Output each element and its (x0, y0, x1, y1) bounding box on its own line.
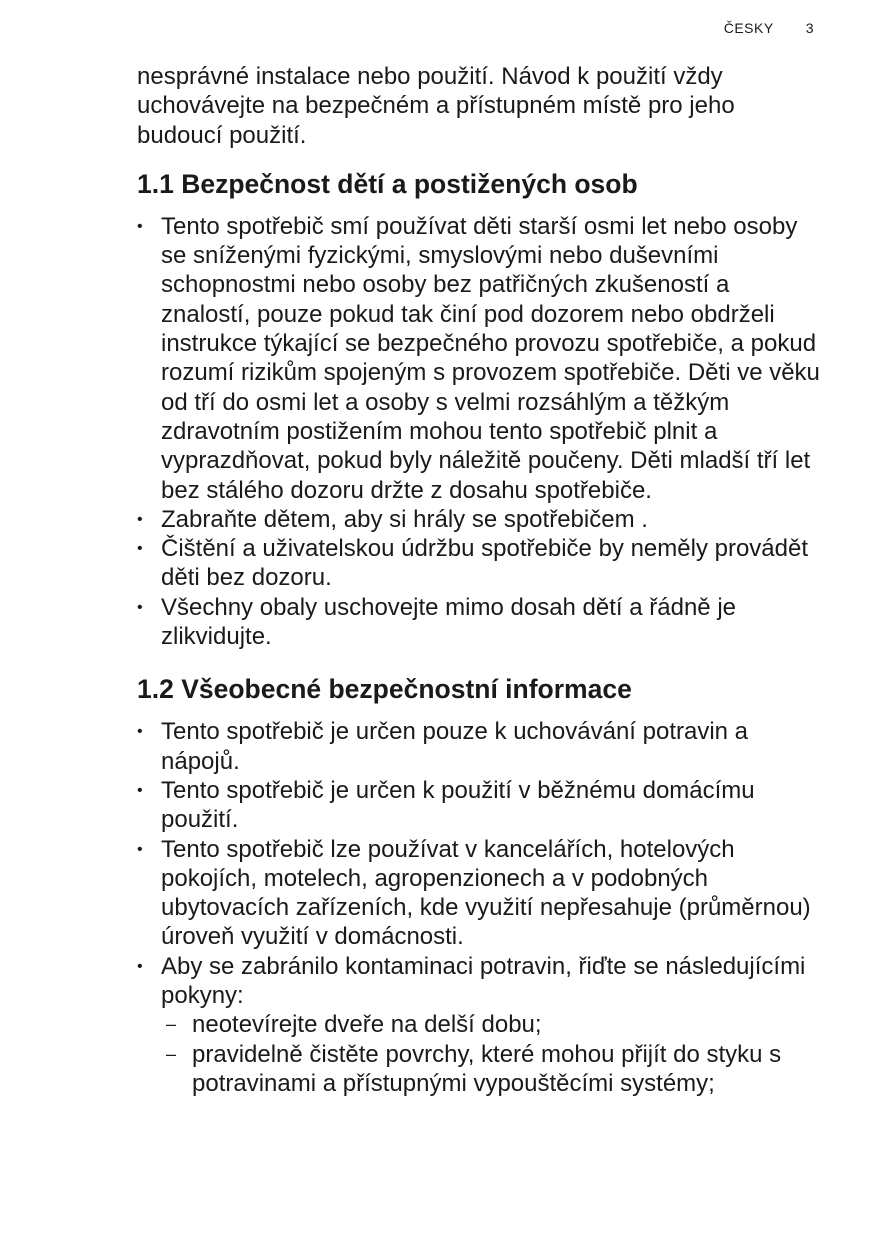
sub-list-item-text: pravidelně čistěte povrchy, které mohou přijít do styku s potravinami a přístupnými vypouštěcími systémy; (192, 1040, 782, 1097)
dash-icon: – (166, 1014, 177, 1035)
list-item-text: Tento spotřebič lze používat v kancelářích, hotelových pokojích, motelech, agropenzionech a v podobných ubytovacích zařízeních, kde využití nepřesahuje (průměrnou) úroveň využití v domácnosti. (161, 835, 811, 951)
intro-paragraph: nesprávné instalace nebo použití. Návod k použití vždy uchovávejte na bezpečném a přístupném místě pro jeho budoucí použití. (137, 63, 735, 149)
bullet-icon: • (137, 510, 143, 528)
section-1-list (137, 212, 821, 651)
section-2-list (137, 717, 821, 1098)
bullet-icon: • (137, 217, 143, 235)
list-item-text: Všechny obaly uschovejte mimo dosah dětí a řádně je zlikvidujte. (161, 593, 737, 651)
dash-icon: – (166, 1043, 177, 1064)
section-1-title: 1.1 Bezpečnost dětí a postižených osob (137, 168, 638, 199)
list-item (137, 776, 821, 835)
list-item (137, 952, 821, 1098)
bullet-icon: • (137, 957, 143, 975)
section-2-title: 1.2 Všeobecné bezpečnostní informace (137, 674, 632, 705)
sub-list-item-text: neotevírejte dveře na delší dobu; (192, 1011, 542, 1039)
list-item (137, 717, 821, 776)
bullet-icon: • (137, 840, 143, 858)
sub-list (161, 1010, 821, 1098)
sub-list-item (161, 1010, 821, 1039)
list-item-text: Čištění a uživatelskou údržbu spotřebiče by neměly provádět děti bez dozoru. (161, 535, 809, 592)
list-item (137, 835, 821, 952)
page-header (724, 20, 814, 36)
language-label: ČESKY (723, 20, 774, 36)
list-item (137, 505, 821, 534)
sub-list-item (161, 1040, 821, 1099)
document-body (137, 62, 821, 1120)
list-item (137, 593, 821, 652)
page-number: 3 (805, 20, 814, 36)
list-item-text: Tento spotřebič je určen k použití v běžnému domácímu použití. (161, 776, 755, 834)
list-item (137, 534, 821, 593)
bullet-icon: • (137, 540, 143, 558)
list-item-text: Aby se zabránilo kontaminaci potravin, řiďte se následujícími pokyny: (161, 952, 806, 1010)
bullet-icon: • (137, 781, 143, 799)
bullet-icon: • (137, 723, 143, 741)
list-item-text: Zabraňte dětem, aby si hrály se spotřebičem . (161, 505, 648, 533)
list-item-text: Tento spotřebič je určen pouze k uchovávání potravin a nápojů. (161, 718, 749, 775)
bullet-icon: • (137, 598, 143, 616)
list-item (137, 212, 821, 505)
list-item-text: Tento spotřebič smí používat děti starší osmi let nebo osoby se sníženými fyzickými, smyslovými nebo duševními schopnostmi nebo osoby bez patřičných zkušeností a znalostí, pouze pokud tak činí pod dozorem nebo obdrželi instrukce týkající se bezpečného provozu spotřebiče, a pokud rozumí rizikům spojeným s provozem spotřebiče. Děti ve věku od tří do osmi let a osoby s velmi rozsáhlým a těžkým zdravotním postižením mohou tento spotřebič plnit a vyprazdňovat, pokud byly náležitě poučeny. Děti mladší tří let bez stálého dozoru držte z dosahu spotřebiče. (161, 212, 820, 504)
